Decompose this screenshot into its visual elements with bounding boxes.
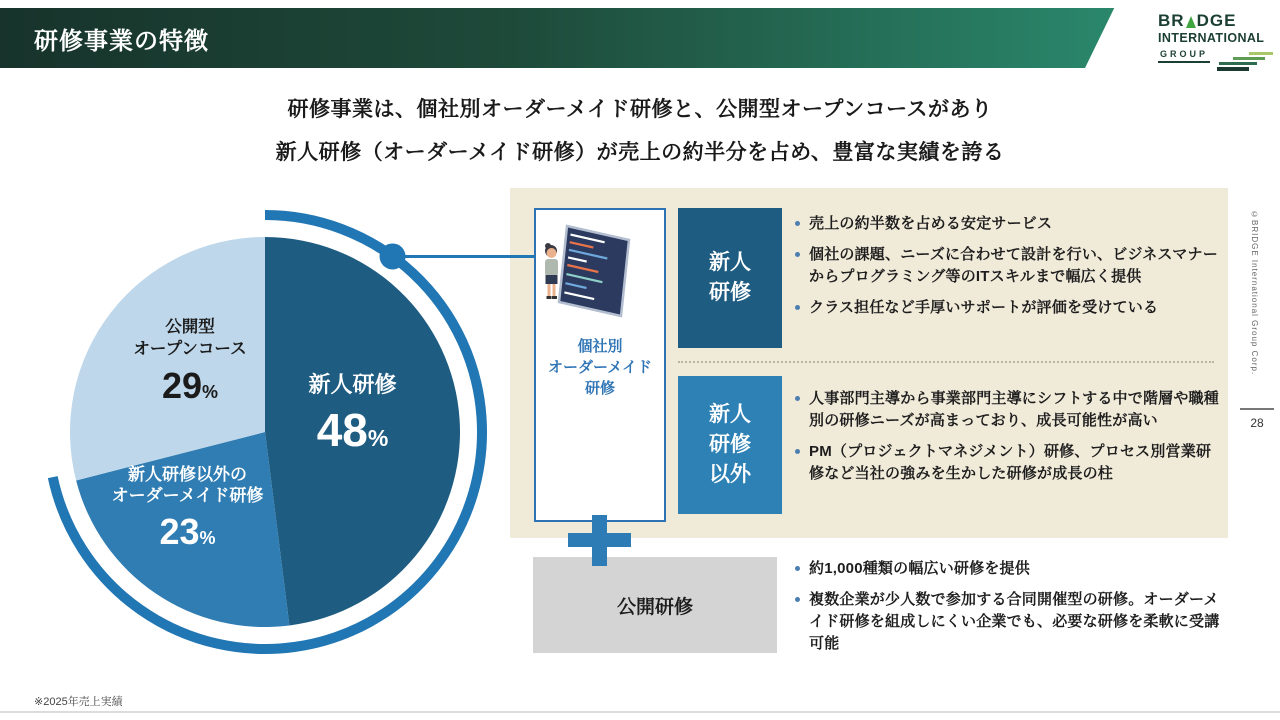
dotted-separator [678,361,1214,363]
public-training-bullet-list [795,558,1220,664]
logo-international-text: INTERNATIONAL [1158,31,1265,45]
pie-value-open-course: 29 % [161,365,219,406]
bullet-icon [795,566,800,571]
company-logo [1158,12,1273,71]
logo-group-row [1158,48,1273,71]
section-non-new-hire-box: 新人 研修 以外 [678,376,782,514]
non-new-hire-bullet-list [795,388,1220,494]
training-illustration [537,210,663,332]
pie-value-new-hire: 48 % [316,404,389,456]
pie-label-new-hire: 新人研修 48 % [275,372,430,457]
custom-box-label: 個社別 オーダーメイド 研修 [548,338,652,397]
bullet-icon [795,305,800,310]
page-title: 研修事業の特徴 [34,27,209,55]
page-number-divider [1240,408,1274,410]
page-number: 28 [1250,416,1264,430]
logo-text-dge: DGE [1196,11,1237,30]
bullet-icon [795,396,800,401]
pie-label-open-course: 公開型 オープンコース 29 % [95,316,285,407]
copyright-vertical-text: ©BRIDGE International Group Corp. [1250,210,1259,376]
bullet-icon [795,449,800,454]
list-item: クラス担任など手厚いサポートが評価を受けている [795,297,1220,319]
public-training-label: 公開研修 [616,596,693,618]
bridge-bars-icon [1216,52,1273,71]
bullet-icon [795,597,800,602]
subtitle [0,88,1280,174]
header-bar [0,8,1280,68]
section-new-hire-box: 新人 研修 [678,208,782,348]
list-item: 複数企業が少人数で参加する合同開催型の研修。オーダーメイド研修を組成しにくい企業でも、必要な研修を柔軟に受講可能 [795,589,1220,655]
logo-bridge-text [1158,12,1273,29]
slide-bottom-edge [0,711,1280,713]
logo-text-br: BR [1158,11,1185,30]
list-item: PM（プロジェクトマネジメント）研修、プロセス別営業研修など当社の強みを生かした研修が成長の柱 [795,441,1220,485]
subtitle-line2: 新人研修（オーダーメイド研修）が売上の約半分を占め、豊富な実績を誇る [275,141,1005,164]
logo-group-text: GROUP [1158,48,1210,63]
footnote: ※2025年売上実績 [34,696,123,708]
list-item: 個社の課題、ニーズに合わせて設計を行い、ビジネスマナーからプログラミング等のITスキルまで幅広く提供 [795,244,1220,288]
subtitle-line1: 研修事業は、個社別オーダーメイド研修と、公開型オープンコースがあり [287,98,993,121]
custom-training-box [534,208,666,522]
pie-label-custom-other: 新人研修以外の オーダーメイド研修 23 % [85,464,290,553]
public-training-box [533,557,777,653]
new-hire-bullet-list [795,213,1220,328]
pie-value-custom-other: 23 % [159,511,216,552]
bullet-icon [795,221,800,226]
list-item: 約1,000種類の幅広い研修を提供 [795,558,1220,580]
bullet-icon [795,252,800,257]
list-item: 売上の約半数を占める安定サービス [795,213,1220,235]
connector-dot [380,243,406,269]
logo-triangle-icon [1186,16,1196,28]
list-item: 人事部門主導から事業部門主導にシフトする中で階層や職種別の研修ニーズが高まっており、成長可能性が高い [795,388,1220,432]
